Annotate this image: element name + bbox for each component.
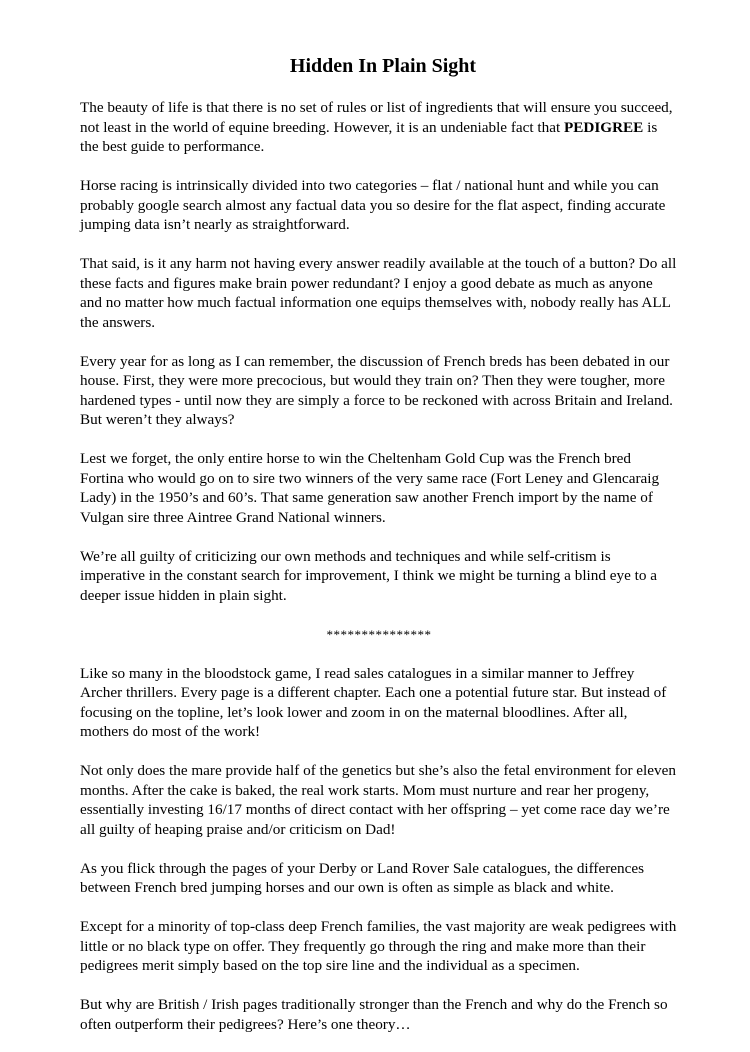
- paragraph-theory: But why are British / Irish pages traditionally stronger than the French and why do the French so often outperform their pedigrees? Here’s one theory…: [80, 996, 668, 1033]
- paragraph-flat-vs-jumps: Horse racing is intrinsically divided into two categories – flat / national hunt and while you can probably google search almost any factual data you so desire for the flat aspect, finding accurate jumping data isn’t nearly as straightforward.: [80, 177, 666, 233]
- document-title: Hidden In Plain Sight: [289, 55, 477, 77]
- paragraph-gold-cup-history: Lest we forget, the only entire horse to win the Cheltenham Gold Cup was the French bred Fortina who would go on to sire two winners of the very same race (Fort Leney and Glencaraig Lady) in the 1950’s and 60’s. That same generation saw another French import by the name of Vulgan sire three Aintree Grand National winners.: [80, 450, 660, 526]
- intro-paragraph: [80, 98, 678, 157]
- section-separator: ***************: [326, 626, 432, 642]
- paragraph-weak-pedigrees: Except for a minority of top-class deep French families, the vast majority are weak pedigrees with little or no black type on offer. They frequently go through the ring and make more than their pedigrees merit simply based on the top sire line and the individual as a specimen.: [80, 918, 677, 974]
- paragraph-brain-power: That said, is it any harm not having every answer readily available at the touch of a button? Do all these facts and figures make brain power redundant? I enjoy a good debate as much as anyone and no matter how much factual information one equips themselves with, nobody really has ALL the answers.: [80, 255, 677, 331]
- paragraph-french-breds: Every year for as long as I can remember, the discussion of French breds has been debated in our house. First, they were more precocious, but would they train on? Then they were tougher, more hardened types - until now they are simply a force to be reckoned with across Britain and Ireland. But weren’t they always?: [80, 352, 673, 428]
- paragraph-sales-catalogues: Like so many in the bloodstock game, I read sales catalogues in a similar manner to Jeffrey Archer thrillers. Every page is a different chapter. Each one a potential future star. But instead of focusing on the topline, let’s look lower and zoom in on the maternal bloodlines. After all, mothers do most of the work!: [80, 664, 667, 740]
- paragraph-mare-genetics: Not only does the mare provide half of the genetics but she’s also the fetal environment for eleven months. After the cake is baked, the real work starts. Mom must nurture and rear her progeny, essentially investing 16/17 months of direct contact with her offspring – yet come race day we’re all guilty of heaping praise and/or criticism on Dad!: [80, 762, 676, 838]
- intro-text-start: The beauty of life is that there is no set of rules or list of ingredients that will ensure you succeed, not least in the world of equine breeding. However, it is an undeniable fact that: [80, 99, 673, 136]
- paragraph-black-and-white: As you flick through the pages of your Derby or Land Rover Sale catalogues, the differences between French bred jumping horses and our own is often as simple as black and white.: [80, 859, 645, 896]
- paragraph-self-criticism: We’re all guilty of criticizing our own methods and techniques and while self-critism is imperative in the constant search for improvement, I think we might be turning a blind eye to a deeper issue hidden in plain sight.: [80, 547, 657, 604]
- intro-text-end: is the best guide to performance.: [80, 118, 658, 155]
- pedigree-emphasis: PEDIGREE: [563, 118, 644, 136]
